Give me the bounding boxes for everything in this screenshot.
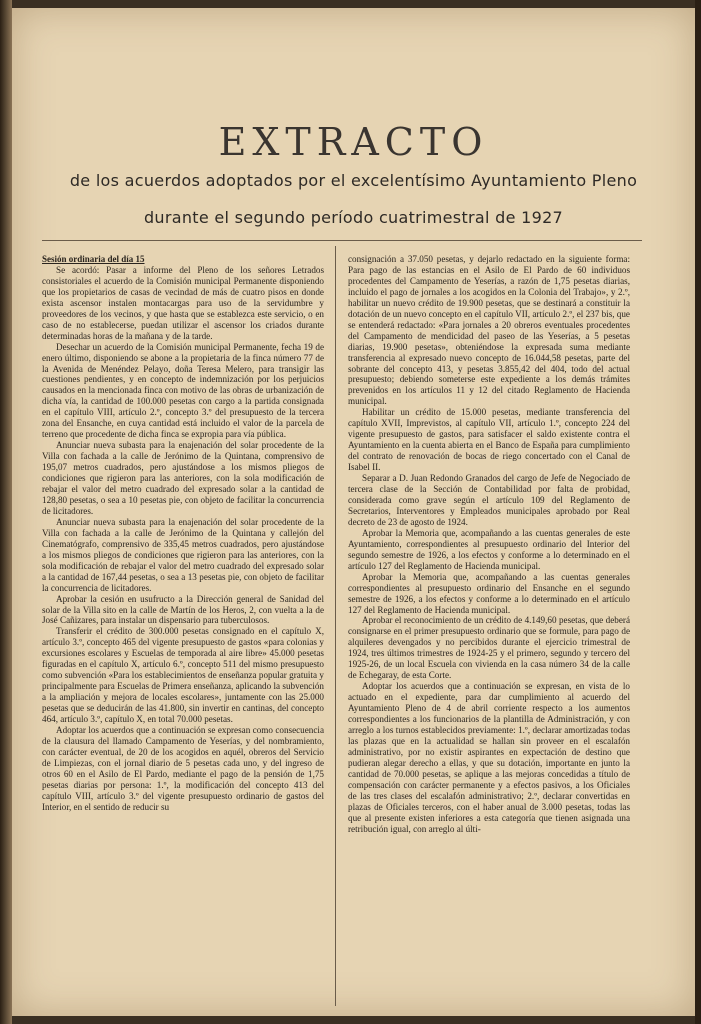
paragraph: Habilitar un crédito de 15.000 pesetas, mediante transferencia del capítulo XVII, Imprevistos, al capítulo VII, artículo 1.º, concepto 224 del vigente presupuesto de gastos, para satisfacer el saldo existente contra el Ayuntamiento en la cuenta abierta en el Banco de España para cumplimiento del contrato de renovación de bocas de riego concertado con el Canal de Isabel II. <box>348 407 630 473</box>
paragraph: Desechar un acuerdo de la Comisión municipal Permanente, fecha 19 de enero último, disponiendo se abone a la propietaria de la finca número 77 de la Avenida de Menéndez Pelayo, doña Teresa Melero, para transigir las cuestiones pendientes, y en concepto de indemnización por los perjuicios causados en la mencionada finca con motivo de las obras de urbanización de dicha vía, la cantidad de 100.000 pesetas con cargo a la partida consignada en el capítulo VIII, artículo 2.º, concepto 3.º del presupuesto de la tercera zona del Ensanche, en cuya cantidad está incluido el valor de la parcela de terreno que procedente de dicha finca se expropia para vía pública. <box>42 341 324 440</box>
column-divider <box>335 246 336 1006</box>
paragraph: Transferir el crédito de 300.000 pesetas consignado en el capítulo X, artículo 3.º, concepto 465 del vigente presupuesto de gastos «para colonias y excursiones escolares y Escuelas de temporada al aire libre» 45.000 pesetas figuradas en el capítulo X, artículo 6.º, concepto 511 del mismo presupuesto como subvención «Para los establecimientos de enseñanza popular gratuita y principalmente para Escuelas de Primera enseñanza, aplicando la subvención a la ampliación y mejora de locales escolares», juntamente con las 25.000 pesetas que se deducirán de las 41.800, sin invertir en cantinas, del concepto 464, artículo 3.º, capítulo X, en total 70.000 pesetas. <box>42 626 324 725</box>
subtitle-line-2: durante el segundo período cuatrimestral de 1927 <box>143 208 564 227</box>
page-right-edge <box>695 0 701 1024</box>
paragraph: consignación a 37.050 pesetas, y dejarlo redactado en la siguiente forma: Para pago de las estancias en el Asilo de El Pardo de 60 individuos procedentes del Campamento de Yeserías, a razón de 1,75 pesetas diarias, incluido el pago de jornales a los acogidos en la Colonia del Trabajo», y 2.º, habilitar un nuevo crédito de 19.900 pesetas, que se destinará a constituir la dotación de un nuevo concepto en el capítulo VII, artículo 2.º, el 237 bis, que se entenderá redactado: «Para jornales a 20 obreros eventuales procedentes del Campamento de mendicidad del paseo de las Yeserías, a 5 pesetas diarias, 19.900 pesetas», obteniéndose la expresada suma mediante transferencia al expresado nuevo concepto de 16.044,58 pesetas, parte del sobrante del concepto 413, y pesetas 3.855,42 del 404, todo del actual presupuesto; debiendo someterse este expediente a los demás trámites prevenidos en los artículos 11 y 12 del citado Reglamento de Hacienda municipal. <box>348 254 630 407</box>
paragraph: Anunciar nueva subasta para la enajenación del solar procedente de la Villa con fachada a la calle de Jerónimo de la Quintana y callejón del Cinematógrafo, comprensivo de 335,45 metros cuadrados, pero ajustándose a los mismos pliegos de condiciones que rigieron para las anteriores, con la sola modificación de rebajar el valor del metro cuadrado del expresado solar a la cantidad de 167,44 pesetas, o sea a 13 pesetas pie, con objeto de facilitar la concurrencia de licitadores. <box>42 516 324 593</box>
subtitle-line-1: de los acuerdos adoptados por el excelentísimo Ayuntamiento Pleno <box>69 171 638 190</box>
paragraph: Aprobar la cesión en usufructo a la Dirección general de Sanidad del solar de la Villa sito en la calle de Martín de los Heros, 2, con vuelta a la de José Cañizares, para instalar un dispensario para tuberculosos. <box>42 593 324 626</box>
session-heading: Sesión ordinaria del día 15 <box>42 254 145 264</box>
paragraph: Anunciar nueva subasta para la enajenación del solar procedente de la Villa con fachada a la calle de Jerónimo de la Quintana, comprensivo de 195,07 metros cuadrados, pero ajustándose a los mismos pliegos de condiciones que rigieron para las anteriores, con la sola modificación de rebajar el valor del metro cuadrado del expresado solar a la cantidad de 128,80 pesetas, o sea a 10 pesetas pie, con objeto de facilitar la concurrencia de licitadores. <box>42 440 324 516</box>
header-rule <box>42 240 642 241</box>
document-page <box>12 8 695 1016</box>
paragraph: Se acordó: Pasar a informe del Pleno de los señores Letrados consistoriales el acuerdo de la Comisión municipal Permanente disponiendo que los propietarios de casas de vecindad de más de cuatro pisos en donde exista ascensor instalen montacargas para uso de la servidumbre y proveedores de los vecinos, y que hasta que se establezca este servicio, o en caso de no establecerse, puedan utilizar el ascensor los criados durante determinadas horas de la mañana y de la tarde. <box>42 264 324 341</box>
paragraph: Aprobar el reconocimiento de un crédito de 4.149,60 pesetas, que deberá consignarse en el primer presupuesto ordinario que se formule, para pago de alquileres devengados y no percibidos durante el ejercicio trimestral de 1924, tres últimos trimestres de 1924-25 y el primero, segundo y tercero del 1925-26, de un local Escuela con vivienda en la casa número 34 de la calle de Echegaray, de esta Corte. <box>348 615 630 681</box>
left-column <box>42 254 324 1014</box>
paragraph: Aprobar la Memoria que, acompañando a las cuentas generales correspondientes al presupuesto ordinario del Ensanche en el segundo semestre de 1926, a los efectos y conforme a lo determinado en el artículo 127 del Reglamento de Hacienda municipal. <box>348 571 630 615</box>
paragraph: Adoptar los acuerdos que a continuación se expresan, en vista de lo actuado en el expediente, para dar cumplimiento al acuerdo del Ayuntamiento Pleno de 4 de abril corriente respecto a los aumentos correspondientes a los funcionarios de la plantilla de Administración, y con arreglo a los turnos establecidos previamente: 1.º, declarar amortizadas todas las plazas que en la actualidad se hallan sin proveer en el escalafón administrativo, por no existir aspirantes en expectación de destino que pudieran alegar derecho a ellas, y que su dotación, importante en junto la cantidad de 70.000 pesetas, se aplique a las mejoras concedidas a título de compensación con carácter permanente y a efectos pasivos, a los Oficiales de las tres clases del escalafón administrativo; 2.º, declarar convertidas en plazas de Oficiales terceros, con el haber anual de 3.000 pesetas, todas las que al presente existen inferiores a esta categoría que tienen asignada una retribución igual, con arreglo al últi- <box>348 681 630 834</box>
paragraph: Separar a D. Juan Redondo Granados del cargo de Jefe de Negociado de tercera clase de la Sección de Contabilidad por falta de probidad, considerada como grave según el artículo 109 del Reglamento de Secretarios, Interventores y Empleados municipales aprobado por Real decreto de 23 de agosto de 1924. <box>348 473 630 527</box>
paragraph: Aprobar la Memoria que, acompañando a las cuentas generales de este Ayuntamiento, correspondientes al presupuesto ordinario del Interior del segundo semestre de 1926, a los efectos y conforme a lo determinado en el artículo 127 del Reglamento de Hacienda municipal. <box>348 527 630 571</box>
page-title: EXTRACTO <box>218 120 489 164</box>
right-column <box>348 254 630 1014</box>
book-spine-edge <box>0 0 12 1024</box>
paragraph: Adoptar los acuerdos que a continuación se expresan como consecuencia de la clausura del llamado Campamento de Yeserías, y del nombramiento, con carácter eventual, de 20 de los acogidos en aquél, obreros del Servicio de Limpiezas, con el jornal diario de 5 pesetas cada uno, y del ingreso de otros 60 en el Asilo de El Pardo, mediante el pago de la pensión de 1,75 pesetas diarias por persona: 1.º, la modificación del concepto 413 del capítulo VIII, artículo 3.º del vigente presupuesto ordinario de gastos del Interior, en el sentido de reducir su <box>42 724 324 812</box>
